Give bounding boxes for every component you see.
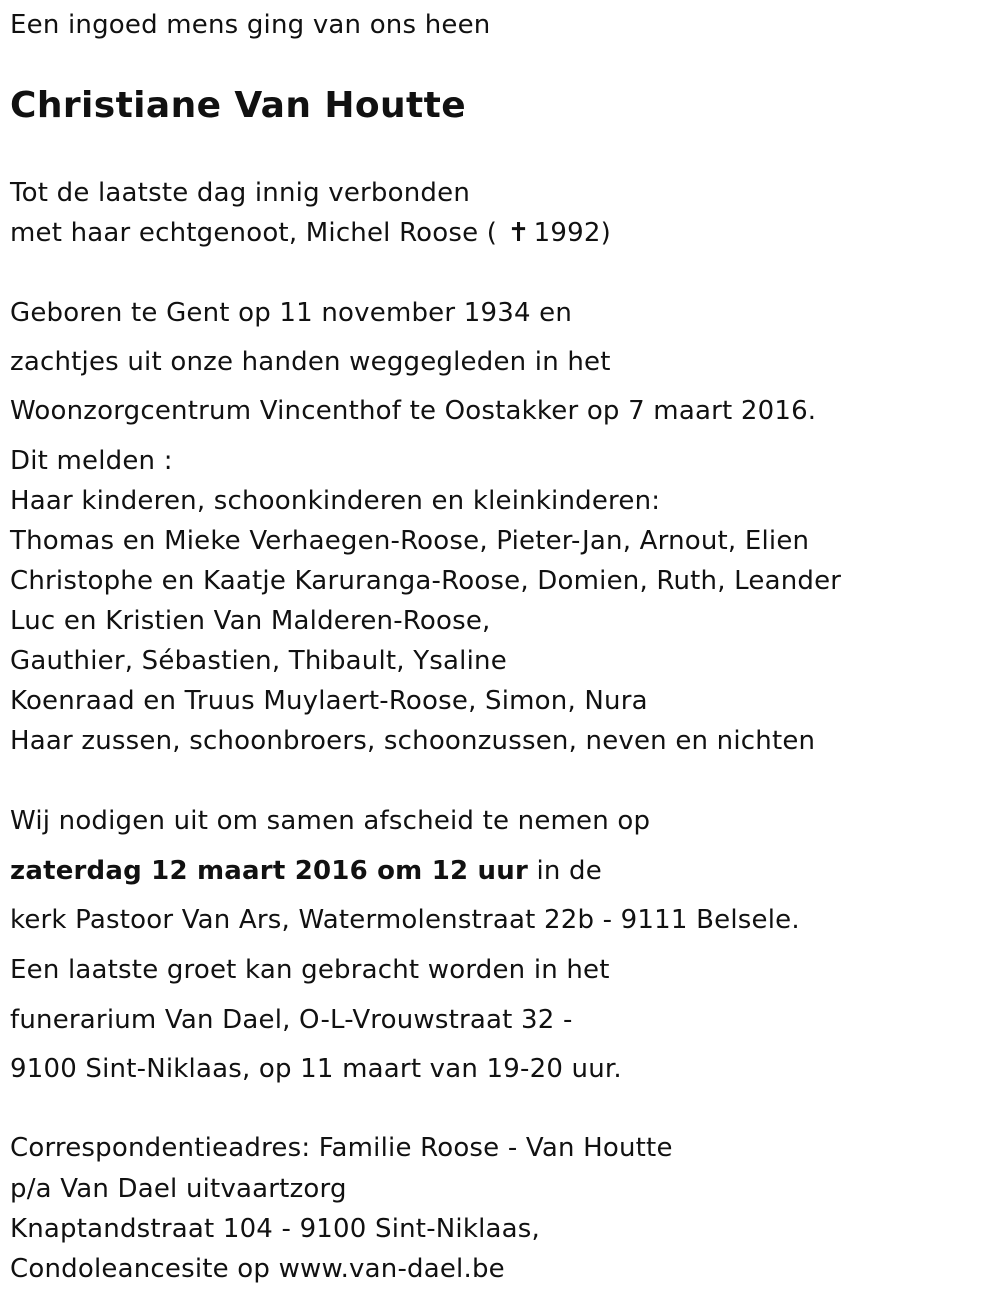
family-line: Koenraad en Truus Muylaert-Roose, Simon, Nura xyxy=(10,686,648,716)
ceremony-date: zaterdag 12 maart 2016 om 12 uur xyxy=(10,856,528,886)
condolence-site-line: Condoleancesite op www.van-dael.be xyxy=(10,1254,505,1284)
birth-line-2: zachtjes uit onze handen weggegleden in het xyxy=(10,347,611,377)
family-line: Thomas en Mieke Verhaegen-Roose, Pieter-Jan, Arnout, Elien xyxy=(10,526,810,556)
greeting-line-2: funerarium Van Dael, O-L-Vrouwstraat 32 - xyxy=(10,1005,573,1035)
family-intro: Dit melden : xyxy=(10,446,173,476)
family-line: Christophe en Kaatje Karuranga-Roose, Domien, Ruth, Leander xyxy=(10,566,842,596)
spouse-line-2-prefix: met haar echtgenoot, Michel Roose ( xyxy=(10,218,498,248)
intro-text: Een ingoed mens ging van ons heen xyxy=(10,10,491,40)
birth-line-1: Geboren te Gent op 11 november 1934 en xyxy=(10,298,573,328)
greeting-line-3: 9100 Sint-Niklaas, op 11 maart van 19-20 uur. xyxy=(10,1054,622,1084)
birth-line-3: Woonzorgcentrum Vincenthof te Oostakker op 7 maart 2016. xyxy=(10,396,817,426)
family-line: Haar zussen, schoonbroers, schoonzussen, neven en nichten xyxy=(10,726,816,756)
deceased-name: Christiane Van Houtte xyxy=(10,85,467,126)
cross-icon: ✝ xyxy=(507,218,530,248)
family-line: Haar kinderen, schoonkinderen en kleinkinderen: xyxy=(10,486,661,516)
family-line: Gauthier, Sébastien, Thibault, Ysaline xyxy=(10,646,507,676)
spouse-line-2 xyxy=(10,216,611,250)
correspondence-line-1: Correspondentieadres: Familie Roose - Van Houtte xyxy=(10,1133,673,1163)
ceremony-date-line xyxy=(10,854,602,888)
spouse-death-year: 1992) xyxy=(533,218,611,248)
correspondence-line-3: Knaptandstraat 104 - 9100 Sint-Niklaas, xyxy=(10,1214,541,1244)
ceremony-date-suffix: in de xyxy=(528,856,602,886)
greeting-line-1: Een laatste groet kan gebracht worden in het xyxy=(10,955,610,985)
spouse-line-1: Tot de laatste dag innig verbonden xyxy=(10,178,470,208)
correspondence-line-2: p/a Van Dael uitvaartzorg xyxy=(10,1174,347,1204)
ceremony-invite: Wij nodigen uit om samen afscheid te nemen op xyxy=(10,806,651,836)
ceremony-location: kerk Pastoor Van Ars, Watermolenstraat 22b - 9111 Belsele. xyxy=(10,905,800,935)
family-line: Luc en Kristien Van Malderen-Roose, xyxy=(10,606,491,636)
